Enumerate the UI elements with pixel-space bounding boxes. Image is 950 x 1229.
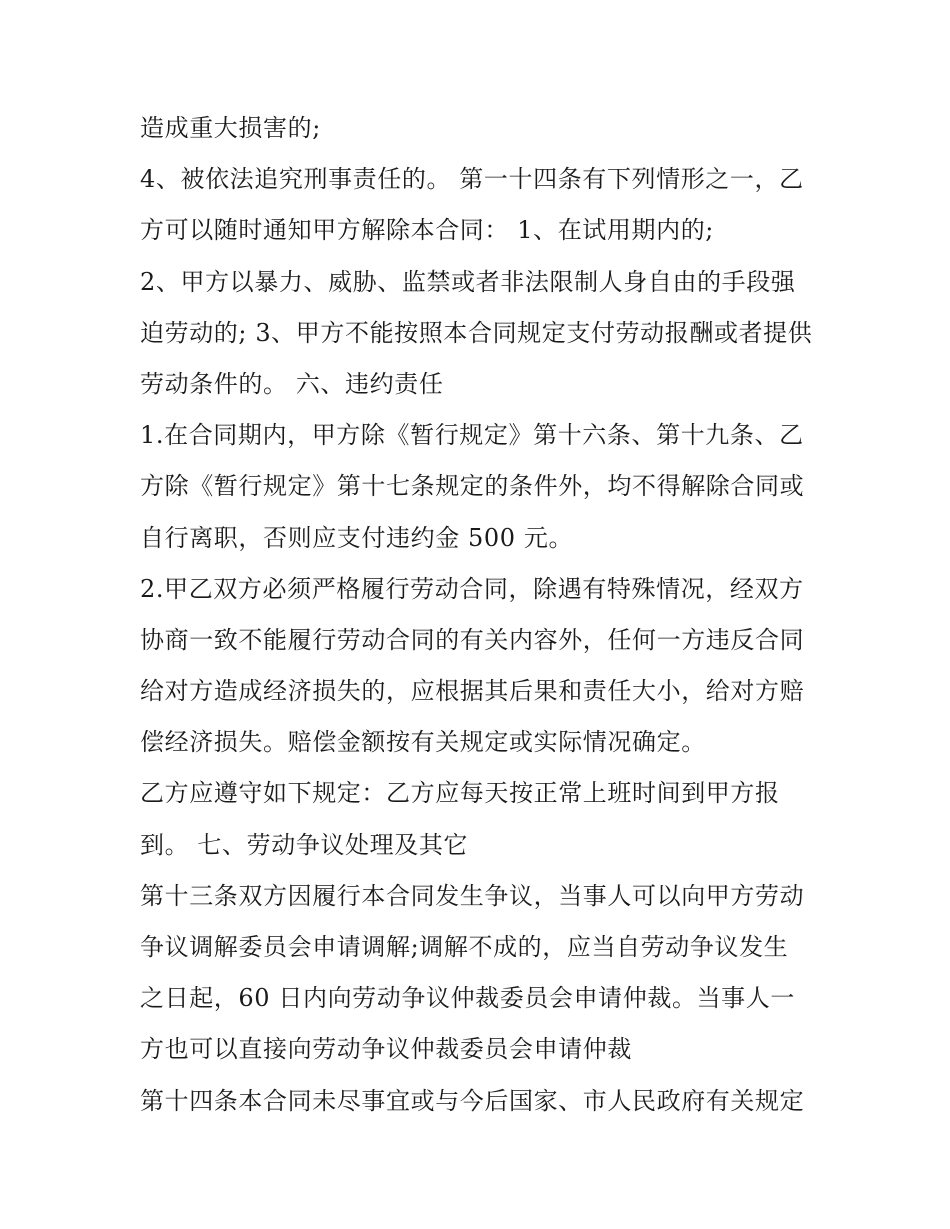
text-line: 方除《暂行规定》第十七条规定的条件外，均不得解除合同或 xyxy=(140,472,805,501)
text-line: 2.甲乙双方必须严格履行劳动合同，除遇有特殊情况，经双方 xyxy=(140,574,804,603)
text-line: 偿经济损失。赔偿金额按有关规定或实际情况确定。 xyxy=(140,728,706,757)
text-line: 争议调解委员会申请调解;调解不成的，应当自劳动争议发生 xyxy=(140,933,789,961)
text-line: 第十四条本合同未尽事宜或与今后国家、市人民政府有关规定 xyxy=(140,1086,805,1115)
text-line: 方也可以直接向劳动争议仲裁委员会申请仲裁 xyxy=(140,1035,632,1064)
text-line: 2、甲方以暴力、威胁、监禁或者非法限制人身自由的手段强 xyxy=(140,267,796,296)
text-line: 自行离职，否则应支付违约金 500 元。 xyxy=(140,523,574,552)
text-line: 1.在合同期内，甲方除《暂行规定》第十六条、第十九条、乙 xyxy=(140,421,804,450)
text-line: 协商一致不能履行劳动合同的有关内容外，任何一方违反合同 xyxy=(140,625,805,654)
contract-text-body xyxy=(140,103,820,1127)
text-line: 到。 七、劳动争议处理及其它 xyxy=(140,830,469,859)
text-line: 迫劳动的; 3、甲方不能按照本合同规定支付劳动报酬或者提供 xyxy=(140,318,813,347)
text-line: 给对方造成经济损失的，应根据其后果和责任大小，给对方赔 xyxy=(140,677,805,706)
text-line: 乙方应遵守如下规定：乙方应每天按正常上班时间到甲方报 xyxy=(140,779,780,808)
text-line: 方可以随时通知甲方解除本合同： 1、在试用期内的; xyxy=(140,216,714,245)
text-line: 造成重大损害的; xyxy=(140,114,321,142)
text-line: 第十三条双方因履行本合同发生争议，当事人可以向甲方劳动 xyxy=(140,881,805,910)
text-line: 劳动条件的。 六、违约责任 xyxy=(140,369,444,398)
text-line: 之日起，60 日内向劳动争议仲裁委员会申请仲裁。当事人一 xyxy=(140,984,795,1013)
text-line: 4、被依法追究刑事责任的。 第一十四条有下列情形之一，乙 xyxy=(140,165,804,194)
